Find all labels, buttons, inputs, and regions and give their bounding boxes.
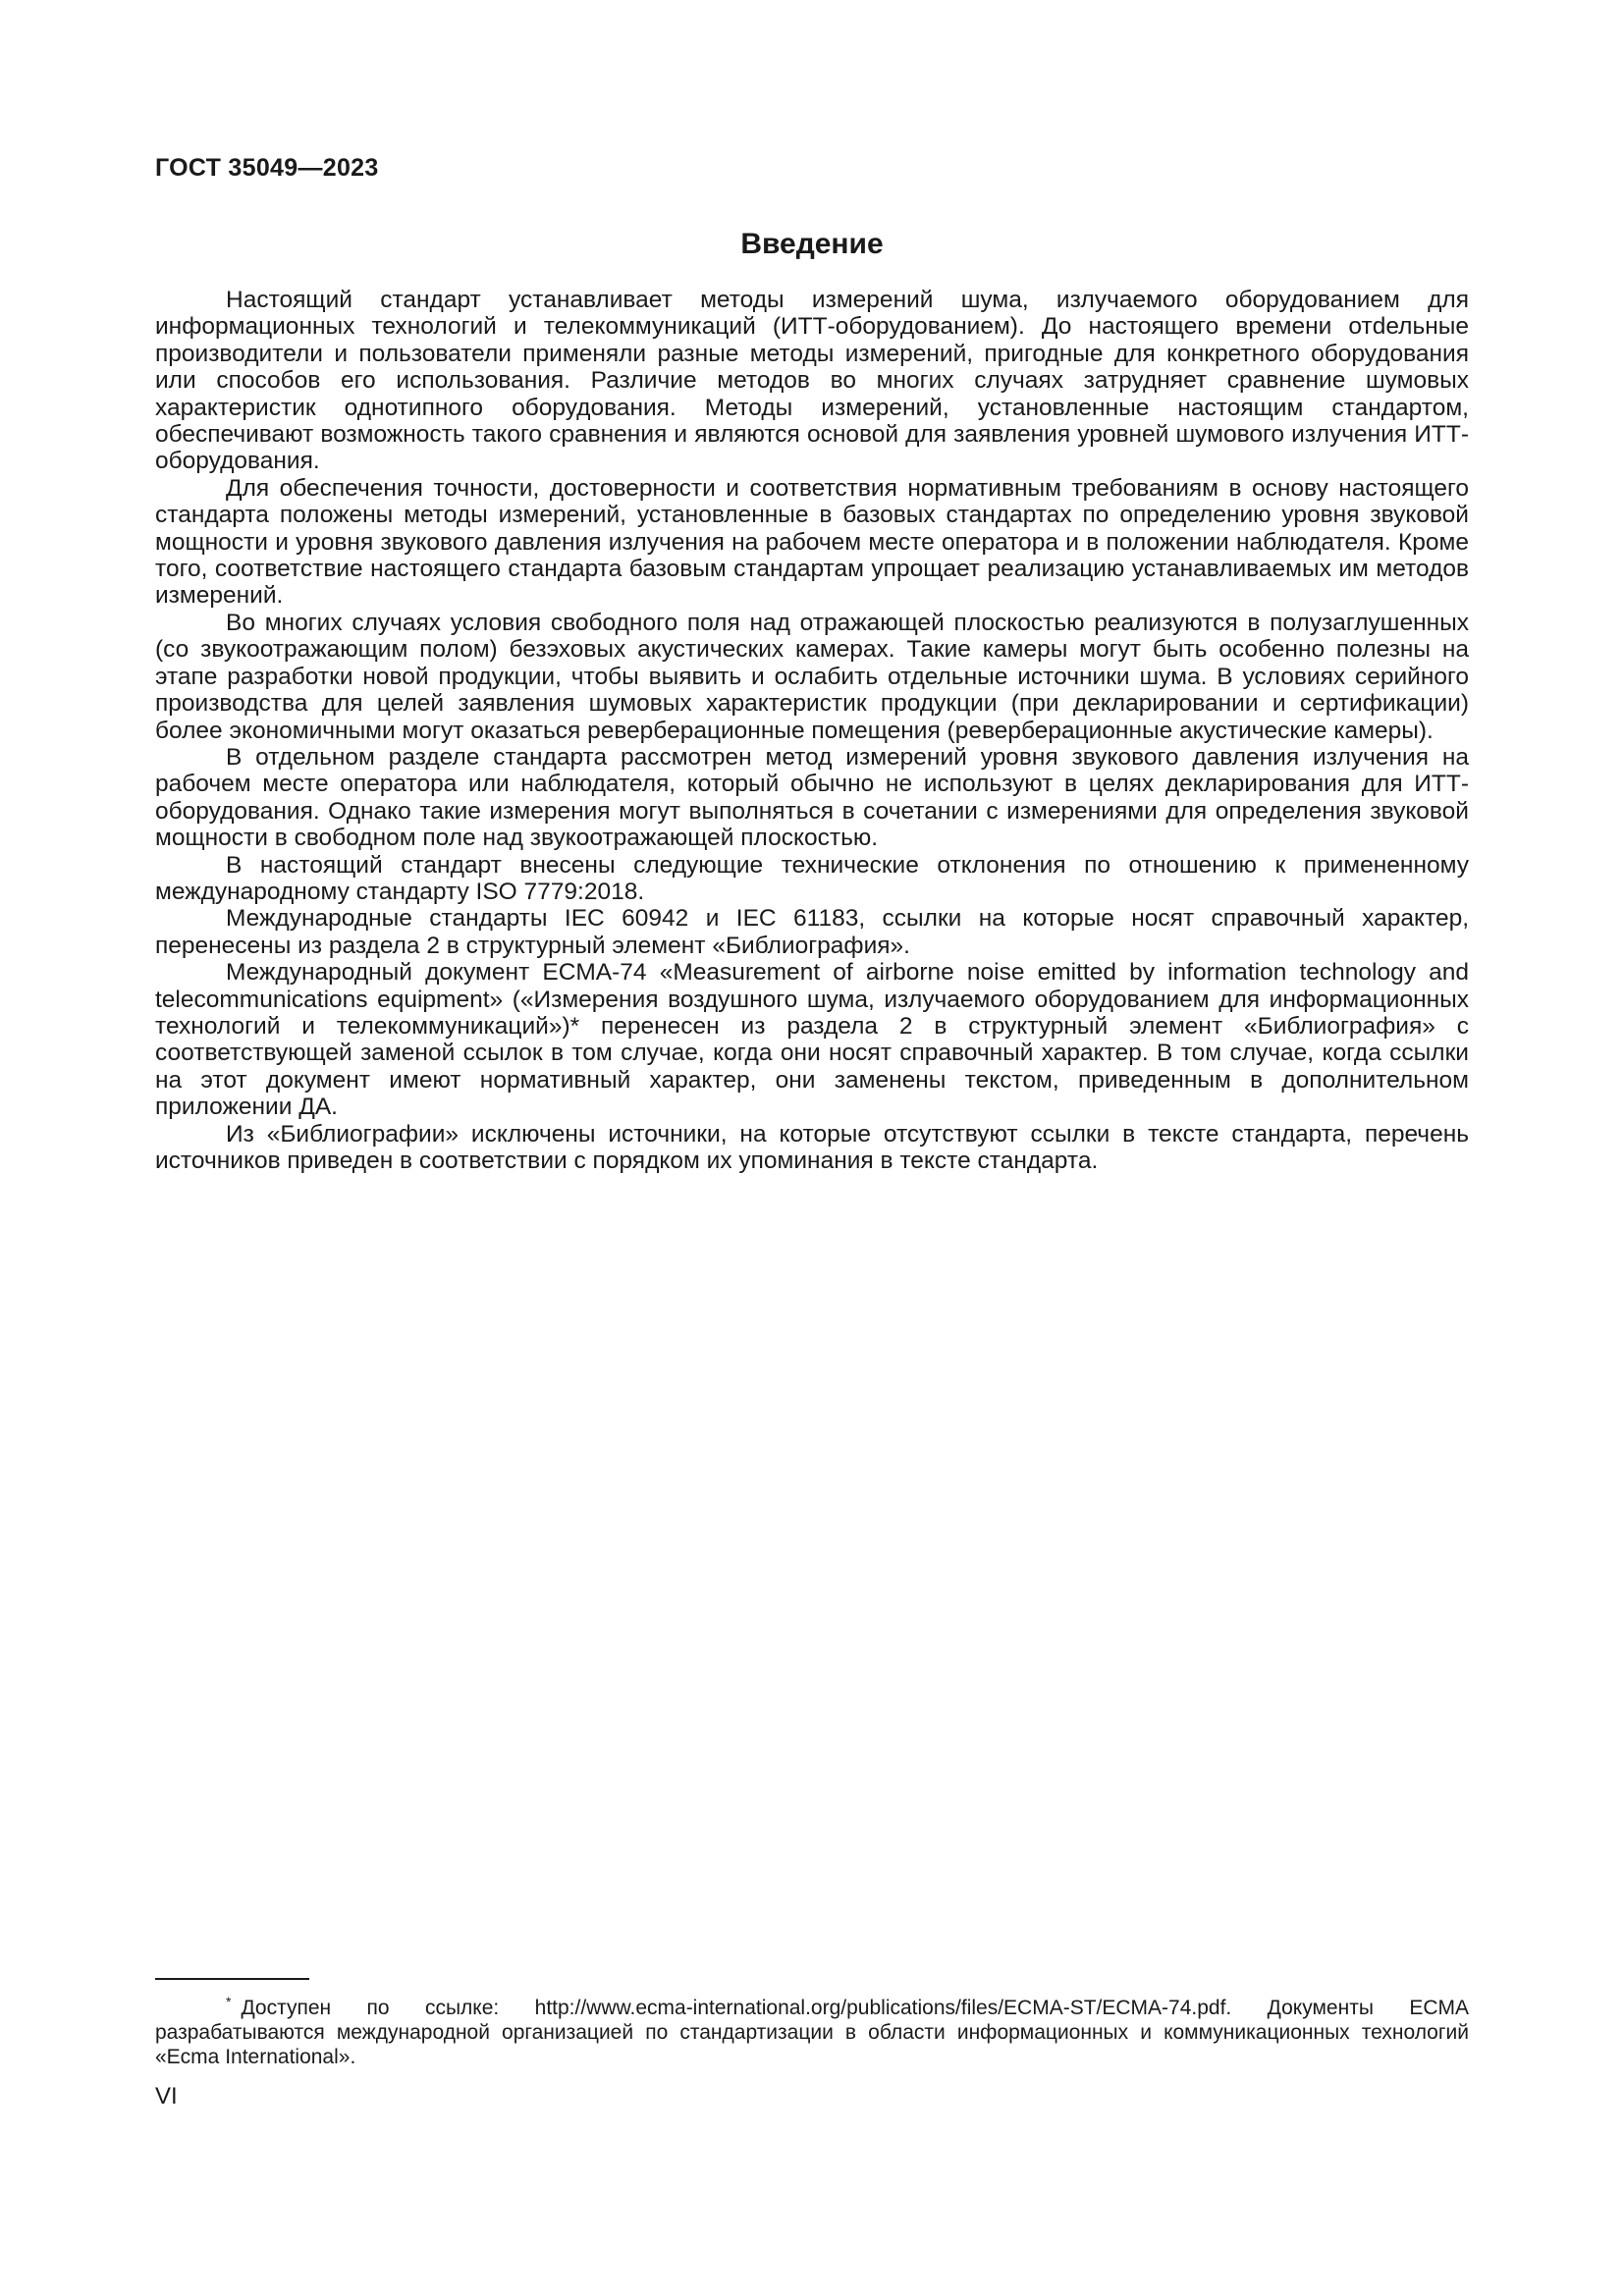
paragraph: В отдельном разделе стандарта рассмотрен метод измерений уровня звукового давления излучения на рабочем месте оператора или наблюдателя, который обычно не используют в целях декларирования для ИТТ-оборудования. Однако такие измерения могут выполняться в сочетании с измерениями для определения звуковой мощности в свободном поле над звукоотражающей плоскостью.	[155, 743, 1469, 852]
paragraph: Для обеспечения точности, достоверности и соответствия нормативным требованиям в основу настоящего стандарта положены методы измерений, установленные в базовых стандартах по определению уровня звуковой мощности и уровня звукового давления излучения на рабочем месте оператора и в положении наблюдателя. Кроме того, соответствие настоящего стандарта базовым стандартам упрощает реализацию устанавливаемых им методов измерений.	[155, 474, 1469, 610]
page-number: VI	[155, 2083, 178, 2109]
footnote-text: Доступен по ссылке: http://www.ecma-international.org/publications/files/ECMA-ST/ECMA-74.pdf. Документы ECMA разрабатываются международной организацией по стандартизации в области информационных и коммуникационных технологий «Ecma International».	[155, 1997, 1469, 2068]
footnote	[155, 1990, 1469, 2069]
paragraph: Настоящий стандарт устанавливает методы измерений шума, излучаемого оборудованием для информационных технологий и телекоммуникаций (ИТТ-оборудованием). До настоящего времени отdельные производители и пользователи применяли разные методы измерений, пригодные для конкретного оборудования или способов его использования. Различие методов во многих случаях затрудняет сравнение шумовых характеристик однотипного оборудования. Методы измерений, установленные настоящим стандартом, обеспечивают возможность такого сравнения и являются основой для заявления уровней шумового излучения ИТТ-оборудования.	[155, 287, 1469, 475]
paragraph: Во многих случаях условия свободного поля над отражающей плоскостью реализуются в полузаглушенных (со звукоотражающим полом) безэховых акустических камерах. Такие камеры могут быть особенно полезны на этапе разработки новой продукции, чтобы выявить и ослабить отдельные источники шума. В условиях серийного производства для целей заявления шумовых характеристик продукции (при декларировании и сертификации) более экономичными могут оказаться реверберационные помещения (реверберационные акустические камеры).	[155, 609, 1469, 744]
footnote-body	[155, 1990, 1469, 2069]
section-title: Введение	[740, 228, 884, 260]
standard-code: ГОСТ 35049—2023	[155, 154, 379, 182]
paragraph: В настоящий стандарт внесены следующие технические отклонения по отношению к примененному международному стандарту ISO 7779:2018.	[155, 851, 1469, 905]
paragraph: Международный документ ECMA-74 «Measurement of airborne noise emitted by information technology and telecommunications equipment» («Измерения воздушного шума, излучаемого оборудованием для информационных технологий и телекоммуникаций»)* перенесен из раздела 2 в структурный элемент «Библиография» с соответствующей заменой ссылок в том случае, когда они носят справочный характер. В том случае, когда ссылки на этот документ имеют нормативный характер, они заменены текстом, приведенным в дополнительном приложении ДА.	[155, 959, 1469, 1121]
body-text	[155, 287, 1469, 1174]
paragraph: Международные стандарты IEC 60942 и IEC 61183, ссылки на которые носят справочный характер, перенесены из раздела 2 в структурный элемент «Библиография».	[155, 905, 1469, 959]
footnote-separator	[155, 1978, 309, 1980]
paragraph: Из «Библиографии» исключены источники, на которые отсутствуют ссылки в тексте стандарта, перечень источников приведен в соответствии с порядком их упоминания в тексте стандарта.	[155, 1120, 1469, 1174]
footnote-marker: *	[226, 1994, 232, 2009]
